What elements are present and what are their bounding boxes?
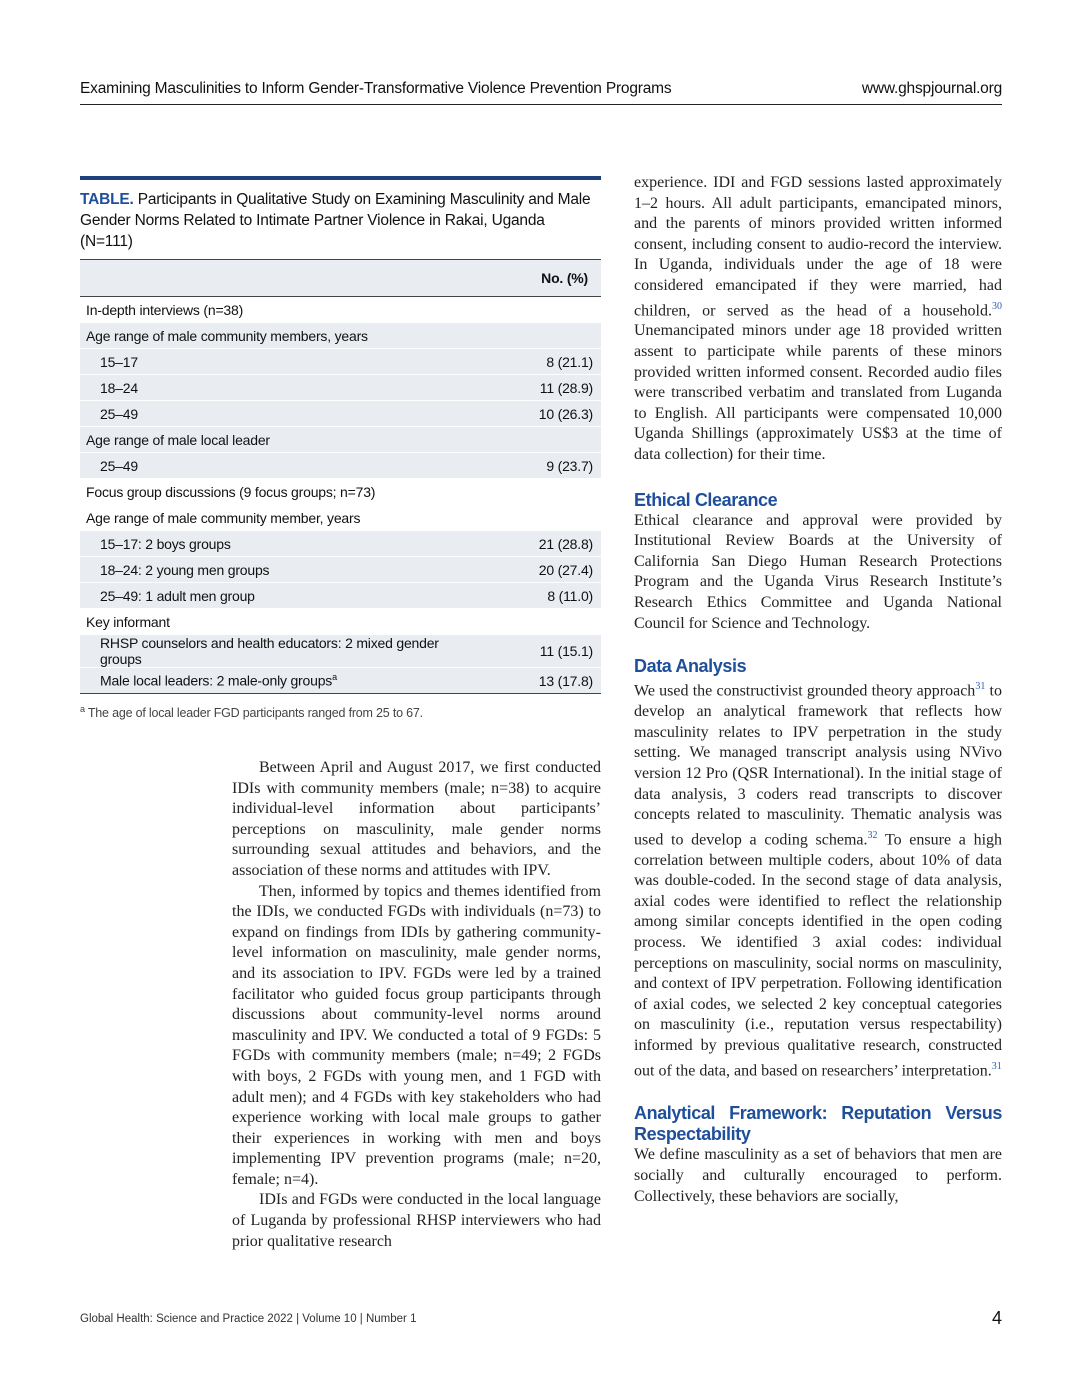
journal-info: Global Health: Science and Practice 2022 | Volume 10 | Number 1: [80, 1312, 417, 1325]
column-header-no-pct: No. (%): [80, 260, 601, 297]
row-value: 11 (28.9): [473, 375, 601, 401]
row-value: 11 (15.1): [473, 635, 601, 668]
paragraph: [634, 173, 1002, 466]
row-value: 21 (28.8): [473, 531, 601, 557]
row-value: 8 (11.0): [473, 583, 601, 609]
footnote-marker: a: [332, 672, 337, 683]
row-label: Age range of male community members, years: [80, 323, 473, 349]
section-heading-ethical-clearance: Ethical Clearance: [634, 489, 778, 510]
row-label: Age range of male local leader: [80, 427, 473, 453]
paragraph: Then, informed by topics and themes identified from the IDIs, we conducted FGDs with individuals (n=73) to expand on findings from IDIs by gathering community-level information on masculinity, male gender norms, and its association to IPV. FGDs were led by a trained facilitator who guided focus group participants through discussions about community-level norms around masculinity and IPV. We conducted a total of 9 FGDs: 5 FGDs with community members (male; n=49; 2 FGDs with boys, 2 FGDs with young men, and 1 FGD with adult men); and 4 FGDs with key stakeholders who had experience working with local male groups to gather their experiences in working with men and boys implementing IPV prevention programs (male; n=20, female; n=4).: [232, 882, 601, 1188]
table-caption-text: Participants in Qualitative Study on Examining Masculinity and Male Gender Norms Related to Intimate Partner Violence in Rakai, Uganda (N=111): [80, 191, 591, 250]
page-number: 4: [991, 1308, 1002, 1328]
paragraph: We define masculinity as a set of behaviors that men are socially and culturally encouraged to perform. Collectively, these behaviors are socially,: [634, 1146, 1002, 1205]
row-label: Focus group discussions (9 focus groups; n=73): [80, 479, 473, 505]
section-heading-data-analysis: Data Analysis: [634, 656, 747, 677]
table-row: [80, 453, 601, 479]
table-row: [80, 609, 601, 635]
row-value: [473, 505, 601, 531]
left-column-body: [232, 758, 601, 1252]
header-title: Examining Masculinities to Inform Gender-Transformative Violence Prevention Programs: [80, 80, 672, 97]
footnote-mark: a: [80, 704, 85, 714]
table-row: [80, 401, 601, 427]
row-label-text: Male local leaders: 2 male-only groups: [100, 672, 333, 689]
table-label: TABLE.: [80, 191, 134, 208]
table-row: [80, 297, 601, 323]
citation-link[interactable]: 30: [992, 300, 1002, 312]
header-url[interactable]: www.ghspjournal.org: [861, 80, 1002, 97]
row-label: [80, 668, 473, 694]
row-label: In-depth interviews (n=38): [80, 297, 473, 323]
row-value: 13 (17.8): [473, 668, 601, 694]
table-header-row: [80, 260, 601, 297]
row-value: [473, 297, 601, 323]
footnote-text: The age of local leader FGD participants ranged from 25 to 67.: [87, 706, 423, 721]
row-value: [473, 609, 601, 635]
citation-link[interactable]: 31: [991, 1060, 1002, 1072]
participants-table: [80, 259, 601, 694]
paragraph: IDIs and FGDs were conducted in the local language of Luganda by professional RHSP interviewers who had prior qualitative research: [232, 1191, 601, 1250]
table-caption: [80, 189, 601, 252]
row-label: 15–17: [80, 349, 473, 375]
table-row: [80, 635, 601, 668]
paragraph: [634, 677, 1002, 1081]
row-label: 15–17: 2 boys groups: [80, 531, 473, 557]
row-label: 25–49: [80, 401, 473, 427]
participants-table-block: [80, 176, 601, 720]
text-run: Unemancipated minors under age 18 provided written assent to participate while parents of these minors provided written informed consent. Recorded audio files were transcribed verbatim and translated from Luganda to English. All participants were compensated 10,000 Uganda Shillings (approximately US$3 at the time of data collection) for their time.: [634, 322, 1002, 464]
table-top-rule: [80, 176, 601, 180]
running-header: [80, 80, 1002, 105]
row-value: 8 (21.1): [473, 349, 601, 375]
table-row: [80, 583, 601, 609]
row-label: Age range of male community member, years: [80, 505, 473, 531]
text-run: experience. IDI and FGD sessions lasted approximately 1–2 hours. All adult participants, emancipated minors, and the parents of minors provided written informed consent, including consent to audio-record the interview. In Uganda, individuals under the age of 18 were considered emancipated if they were married, had children, or served as the head of a household.: [634, 174, 1002, 319]
paragraph: Ethical clearance and approval were provided by Institutional Review Boards at the University of California San Diego Human Research Protections Program and the Uganda Virus Research Institute’s Research Ethics Committee and Uganda National Council for Science and Technology.: [634, 511, 1002, 632]
row-label: Key informant: [80, 609, 473, 635]
table-row: [80, 557, 601, 583]
citation-link[interactable]: 32: [867, 829, 878, 841]
row-value: 20 (27.4): [473, 557, 601, 583]
row-value: [473, 479, 601, 505]
text-run: to develop an analytical framework that reflects how masculinity relates to IPV perpetration in the study setting. We managed transcript analysis using NVivo version 12 Pro (QSR International). In the initial stage of data analysis, 3 coders read transcripts to discover concepts related to masculinity. Thematic analysis was used to develop a coding schema.: [634, 682, 1002, 849]
table-row: [80, 479, 601, 505]
row-value: 9 (23.7): [473, 453, 601, 479]
paragraph: Between April and August 2017, we first conducted IDIs with community members (male; n=38) to acquire individual-level information about participants’ perceptions on masculinity, male gender norms surrounding sexual attitudes and behaviors, and the association of these norms and attitudes with IPV.: [232, 759, 601, 879]
text-run: To ensure a high correlation between multiple coders, about 10% of data was double-coded. In the second stage of data analysis, axial codes were identified to reflect the relationship among similar concepts identified in the open coding process. We identified 3 axial codes: individual perceptions on masculinity, social norms on masculinity, and context of IPV perpetration. Following identification of axial codes, we selected 2 key conceptual categories on masculinity (i.e., reputation versus respectability) informed by previous qualitative research, constructed out of the data, and based on researchers’ interpretation.: [634, 831, 1003, 1079]
text-run: We used the constructivist grounded theory approach: [634, 682, 976, 700]
table-row: [80, 349, 601, 375]
section-heading-analytical-framework: Analytical Framework: Reputation Versus Respectability: [634, 1103, 1002, 1145]
citation-link[interactable]: 31: [975, 681, 986, 693]
row-value: 10 (26.3): [473, 401, 601, 427]
table-row: [80, 531, 601, 557]
table-row: [80, 668, 601, 694]
row-label: RHSP counselors and health educators: 2 mixed gender groups: [80, 635, 473, 668]
row-label: 18–24: 2 young men groups: [80, 557, 473, 583]
table-footnote: [80, 704, 601, 720]
row-value: [473, 323, 601, 349]
right-column-body: [634, 173, 1002, 1207]
row-label: 25–49: [80, 453, 473, 479]
row-label: 25–49: 1 adult men group: [80, 583, 473, 609]
row-label: 18–24: [80, 375, 473, 401]
table-row: [80, 323, 601, 349]
table-row: [80, 427, 601, 453]
table-row: [80, 505, 601, 531]
table-row: [80, 375, 601, 401]
row-value: [473, 427, 601, 453]
page-footer: [80, 1308, 1002, 1329]
